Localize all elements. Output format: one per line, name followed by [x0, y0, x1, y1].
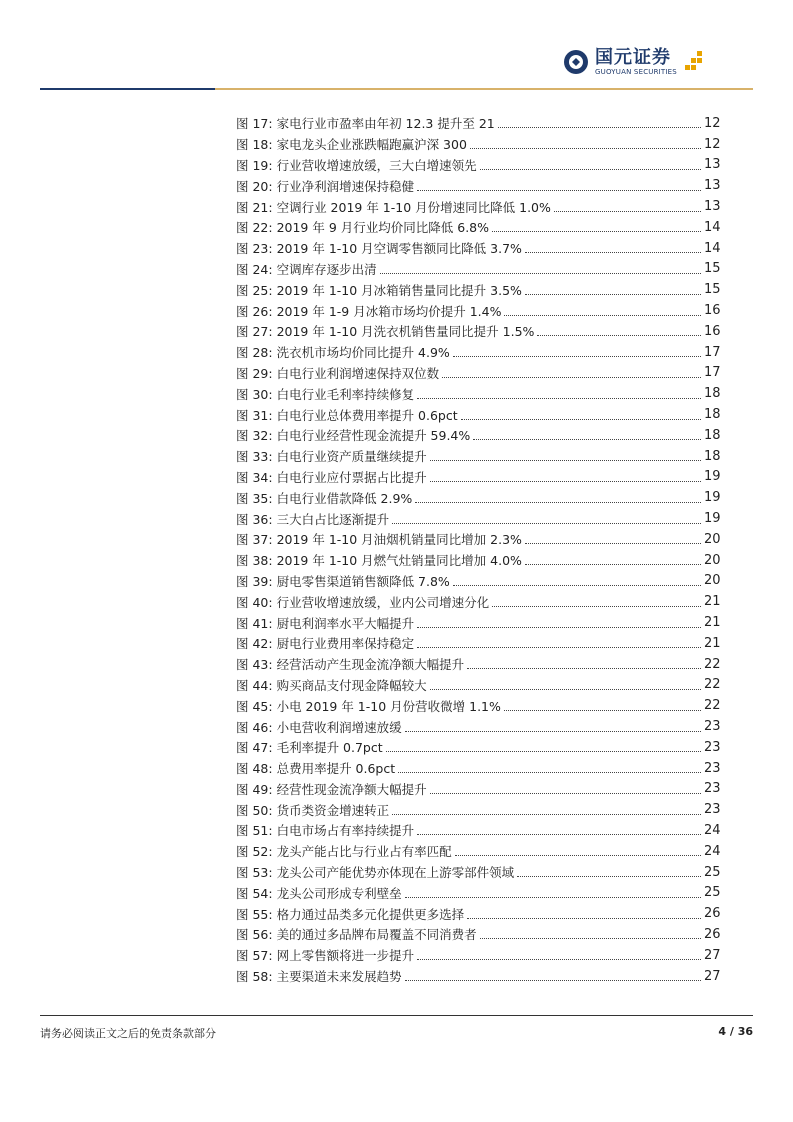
toc-dot-leader [537, 334, 701, 336]
toc-entry-page: 13 [704, 178, 721, 194]
toc-entry[interactable] [236, 259, 720, 280]
toc-entry-page: 19 [704, 490, 721, 506]
toc-entry[interactable] [236, 300, 720, 321]
toc-dot-leader [480, 937, 701, 939]
toc-entry[interactable] [236, 675, 720, 696]
toc-dot-leader [504, 709, 701, 711]
toc-entry-label: 图 53: [236, 865, 273, 881]
toc-entry[interactable] [236, 799, 720, 820]
toc-entry-title: 行业净利润增速保持稳健 [276, 178, 415, 194]
toc-entry-page: 23 [704, 719, 721, 734]
toc-entry-label: 图 23: [236, 241, 273, 257]
toc-entry[interactable] [236, 363, 720, 384]
toc-entry-label: 图 47: [236, 740, 273, 756]
brand-logo [563, 42, 705, 82]
toc-entry[interactable] [236, 841, 720, 862]
toc-entry[interactable] [236, 779, 720, 800]
toc-entry-title: 白电行业应付票据占比提升 [276, 469, 427, 485]
toc-entry-title: 美的通过多品牌布局覆盖不同消费者 [276, 927, 477, 943]
toc-dot-leader [492, 605, 701, 607]
toc-entry-title: 白电行业资产质量继续提升 [276, 449, 427, 465]
toc-dot-leader [461, 418, 701, 420]
toc-entry-title: 白电行业经营性现金流提升 59.4% [276, 428, 471, 444]
toc-entry-page: 16 [704, 323, 721, 339]
toc-entry[interactable] [236, 862, 720, 883]
logo-chinese-name: 国元证券 [595, 46, 671, 68]
toc-entry-title: 经营活动产生现金流净额大幅提升 [276, 657, 465, 673]
toc-dot-leader [504, 314, 701, 316]
toc-entry-page: 18 [704, 386, 721, 402]
toc-entry[interactable] [236, 155, 720, 176]
toc-entry-title: 小电 2019 年 1-10 月份营收微增 1.1% [276, 698, 501, 714]
toc-entry[interactable] [236, 612, 720, 633]
toc-entry-label: 图 27: [236, 324, 273, 340]
toc-dot-leader [417, 189, 701, 191]
toc-dot-leader [467, 917, 701, 919]
toc-entry[interactable] [236, 966, 720, 987]
toc-dot-leader [480, 168, 701, 170]
toc-entry-page: 15 [704, 282, 721, 298]
toc-dot-leader [392, 813, 701, 815]
toc-entry-page: 20 [704, 531, 721, 547]
toc-entry-title: 龙头公司形成专利壁垒 [276, 885, 402, 901]
toc-entry-page: 22 [704, 698, 721, 714]
toc-entry[interactable] [236, 467, 720, 488]
toc-entry-title: 白电行业利润增速保持双位数 [276, 365, 440, 381]
guoyuan-logo-mark-icon [563, 49, 589, 75]
toc-entry-label: 图 25: [236, 282, 273, 298]
toc-entry-page: 24 [704, 822, 721, 838]
toc-entry-page: 23 [704, 760, 721, 776]
toc-dot-leader [455, 854, 701, 856]
toc-entry-label: 图 48: [236, 761, 273, 777]
footer-page-number: 4 / 36 [718, 1025, 753, 1038]
toc-entry[interactable] [236, 238, 720, 259]
toc-entry[interactable] [236, 903, 720, 924]
logo-dots-icon [683, 49, 705, 75]
toc-entry-title: 空调行业 2019 年 1-10 月份增速同比降低 1.0% [276, 199, 551, 215]
toc-entry-page: 18 [704, 427, 721, 443]
toc-entry-page: 27 [704, 947, 721, 963]
toc-entry-label: 图 32: [236, 428, 273, 444]
toc-dot-leader [525, 293, 701, 295]
toc-dot-leader [430, 688, 701, 690]
toc-entry-label: 图 42: [236, 636, 273, 652]
toc-dot-leader [386, 750, 701, 752]
toc-entry[interactable] [236, 882, 720, 903]
toc-entry-label: 图 39: [236, 573, 273, 589]
toc-dot-leader [442, 376, 701, 378]
toc-entry-label: 图 31: [236, 407, 273, 423]
toc-entry-page: 15 [704, 261, 721, 277]
toc-entry-label: 图 38: [236, 553, 273, 569]
toc-entry-title: 主要渠道未来发展趋势 [276, 969, 402, 985]
toc-entry-page: 17 [704, 344, 721, 360]
toc-dot-leader [405, 896, 701, 898]
toc-entry[interactable] [236, 196, 720, 217]
toc-entry-title: 洗衣机市场均价同比提升 4.9% [276, 345, 450, 361]
toc-entry-title: 经营性现金流净额大幅提升 [276, 781, 427, 797]
toc-entry-page: 18 [704, 407, 721, 423]
toc-entry[interactable] [236, 508, 720, 529]
toc-entry-page: 14 [704, 240, 721, 256]
toc-entry-label: 图 17: [236, 116, 273, 132]
toc-dot-leader [453, 584, 701, 586]
toc-entry-title: 2019 年 1-10 月燃气灶销量同比增加 4.0% [276, 553, 522, 569]
toc-dot-leader [417, 958, 701, 960]
toc-entry-page: 14 [704, 219, 721, 235]
toc-entry-label: 图 18: [236, 137, 273, 153]
toc-entry-label: 图 21: [236, 199, 273, 215]
toc-entry-title: 2019 年 9 月行业均价同比降低 6.8% [276, 220, 489, 236]
toc-entry[interactable] [236, 383, 720, 404]
toc-entry-page: 25 [704, 864, 721, 880]
toc-entry[interactable] [236, 134, 720, 155]
toc-dot-leader [392, 522, 701, 524]
toc-entry-page: 12 [704, 136, 721, 152]
toc-entry-label: 图 45: [236, 698, 273, 714]
toc-entry-page: 27 [704, 968, 721, 984]
toc-entry-label: 图 22: [236, 220, 273, 236]
toc-entry-page: 13 [704, 199, 721, 215]
toc-entry-label: 图 33: [236, 449, 273, 465]
toc-dot-leader [405, 730, 701, 732]
toc-entry[interactable] [236, 425, 720, 446]
toc-entry-page: 18 [704, 448, 721, 464]
toc-entry-label: 图 50: [236, 802, 273, 818]
toc-entry-title: 家电行业市盈率由年初 12.3 提升至 21 [276, 116, 495, 132]
toc-dot-leader [380, 272, 701, 274]
toc-entry-label: 图 58: [236, 969, 273, 985]
toc-dot-leader [417, 397, 701, 399]
toc-entry-label: 图 35: [236, 490, 273, 506]
toc-dot-leader [467, 667, 701, 669]
toc-entry[interactable] [236, 571, 720, 592]
toc-entry-page: 21 [704, 615, 721, 631]
toc-entry-title: 总费用率提升 0.6pct [276, 761, 396, 777]
toc-entry-label: 图 20: [236, 178, 273, 194]
toc-entry[interactable] [236, 945, 720, 966]
toc-dot-leader [417, 646, 701, 648]
toc-entry-label: 图 40: [236, 594, 273, 610]
toc-entry[interactable] [236, 654, 720, 675]
toc-entry-title: 毛利率提升 0.7pct [276, 740, 383, 756]
toc-entry-page: 12 [704, 115, 721, 131]
toc-dot-leader [473, 438, 701, 440]
figure-table-of-contents [236, 113, 720, 986]
toc-entry-page: 13 [704, 157, 721, 173]
toc-entry-label: 图 29: [236, 365, 273, 381]
toc-entry[interactable] [236, 758, 720, 779]
toc-dot-leader [415, 501, 701, 503]
toc-entry-page: 20 [704, 573, 721, 589]
toc-entry-title: 行业营收增速放缓，业内公司增速分化 [276, 594, 490, 610]
toc-dot-leader [398, 771, 701, 773]
toc-entry-title: 龙头产能占比与行业占有率匹配 [276, 844, 452, 860]
toc-entry[interactable] [236, 633, 720, 654]
toc-entry-label: 图 19: [236, 157, 273, 173]
toc-dot-leader [453, 355, 701, 357]
toc-entry[interactable] [236, 820, 720, 841]
toc-entry-page: 17 [704, 365, 721, 381]
toc-entry-page: 21 [704, 635, 721, 651]
toc-dot-leader [517, 875, 701, 877]
toc-entry-title: 白电行业毛利率持续修复 [276, 386, 415, 402]
toc-entry-label: 图 46: [236, 719, 273, 735]
header-divider [40, 88, 753, 90]
toc-dot-leader [525, 251, 701, 253]
toc-entry-page: 23 [704, 802, 721, 818]
toc-entry-label: 图 56: [236, 927, 273, 943]
toc-entry-title: 厨电行业费用率保持稳定 [276, 636, 415, 652]
toc-dot-leader [492, 230, 701, 232]
toc-entry[interactable] [236, 279, 720, 300]
toc-entry-page: 22 [704, 677, 721, 693]
toc-entry-title: 行业营收增速放缓，三大白增速领先 [276, 157, 477, 173]
toc-entry-title: 白电市场占有率持续提升 [276, 823, 415, 839]
toc-entry-title: 2019 年 1-9 月冰箱市场均价提升 1.4% [276, 303, 502, 319]
toc-dot-leader [470, 147, 701, 149]
toc-entry-title: 家电龙头企业涨跌幅跑赢沪深 300 [276, 137, 467, 153]
toc-entry-title: 小电营收利润增速放缓 [276, 719, 402, 735]
toc-entry-label: 图 28: [236, 345, 273, 361]
toc-entry[interactable] [236, 924, 720, 945]
toc-entry-page: 25 [704, 885, 721, 901]
toc-entry[interactable] [236, 716, 720, 737]
toc-entry-label: 图 41: [236, 615, 273, 631]
toc-entry-label: 图 49: [236, 781, 273, 797]
toc-entry-title: 白电行业总体费用率提升 0.6pct [276, 407, 458, 423]
toc-dot-leader [430, 459, 701, 461]
toc-entry-label: 图 54: [236, 885, 273, 901]
toc-entry-page: 23 [704, 781, 721, 797]
toc-entry-title: 厨电利润率水平大幅提升 [276, 615, 415, 631]
footer-divider [40, 1015, 753, 1016]
toc-dot-leader [525, 542, 701, 544]
toc-entry-title: 2019 年 1-10 月冰箱销售量同比提升 3.5% [276, 282, 522, 298]
toc-entry-title: 2019 年 1-10 月油烟机销量同比增加 2.3% [276, 532, 522, 548]
toc-entry-title: 三大白占比逐渐提升 [276, 511, 390, 527]
toc-entry-title: 货币类资金增速转正 [276, 802, 390, 818]
toc-entry-label: 图 57: [236, 948, 273, 964]
toc-entry-title: 厨电零售渠道销售额降低 7.8% [276, 573, 450, 589]
toc-dot-leader [405, 979, 701, 981]
toc-entry-page: 21 [704, 594, 721, 610]
toc-entry-label: 图 34: [236, 469, 273, 485]
toc-entry-label: 图 52: [236, 844, 273, 860]
toc-entry-title: 购买商品支付现金降幅较大 [276, 677, 427, 693]
toc-entry-page: 19 [704, 511, 721, 527]
toc-dot-leader [554, 210, 701, 212]
toc-entry-page: 26 [704, 926, 721, 942]
toc-entry[interactable] [236, 217, 720, 238]
toc-dot-leader [417, 833, 701, 835]
toc-entry-label: 图 55: [236, 906, 273, 922]
toc-entry-label: 图 24: [236, 261, 273, 277]
toc-dot-leader [430, 792, 701, 794]
toc-entry-label: 图 26: [236, 303, 273, 319]
toc-entry[interactable] [236, 113, 720, 134]
toc-entry-label: 图 30: [236, 386, 273, 402]
toc-entry-label: 图 43: [236, 657, 273, 673]
toc-entry[interactable] [236, 446, 720, 467]
toc-entry-title: 2019 年 1-10 月洗衣机销售量同比提升 1.5% [276, 324, 535, 340]
toc-entry-page: 26 [704, 906, 721, 922]
toc-entry[interactable] [236, 737, 720, 758]
toc-entry-page: 23 [704, 739, 721, 755]
toc-entry[interactable] [236, 529, 720, 550]
toc-entry-label: 图 36: [236, 511, 273, 527]
toc-entry-title: 空调库存逐步出清 [276, 261, 377, 277]
toc-dot-leader [417, 626, 701, 628]
toc-entry-title: 网上零售额将进一步提升 [276, 948, 415, 964]
toc-dot-leader [498, 126, 701, 128]
toc-entry-label: 图 37: [236, 532, 273, 548]
toc-entry[interactable] [236, 591, 720, 612]
toc-entry-title: 白电行业借款降低 2.9% [276, 490, 413, 506]
toc-entry-page: 20 [704, 552, 721, 568]
toc-entry-page: 24 [704, 843, 721, 859]
toc-entry-label: 图 51: [236, 823, 273, 839]
toc-entry[interactable] [236, 550, 720, 571]
toc-dot-leader [430, 480, 701, 482]
toc-entry[interactable] [236, 175, 720, 196]
toc-entry-label: 图 44: [236, 677, 273, 693]
toc-entry-title: 2019 年 1-10 月空调零售额同比降低 3.7% [276, 241, 522, 257]
toc-entry[interactable] [236, 695, 720, 716]
toc-entry-page: 19 [704, 469, 721, 485]
toc-entry-title: 龙头公司产能优势亦体现在上游零部件领域 [276, 865, 515, 881]
toc-entry[interactable] [236, 404, 720, 425]
logo-english-name: GUOYUAN SECURITIES [595, 67, 677, 76]
toc-entry[interactable] [236, 342, 720, 363]
toc-entry[interactable] [236, 321, 720, 342]
footer-disclaimer: 请务必阅读正文之后的免责条款部分 [40, 1027, 216, 1040]
toc-entry[interactable] [236, 487, 720, 508]
toc-entry-page: 22 [704, 656, 721, 672]
toc-entry-page: 16 [704, 303, 721, 319]
toc-entry-title: 格力通过品类多元化提供更多选择 [276, 906, 465, 922]
toc-dot-leader [525, 563, 701, 565]
